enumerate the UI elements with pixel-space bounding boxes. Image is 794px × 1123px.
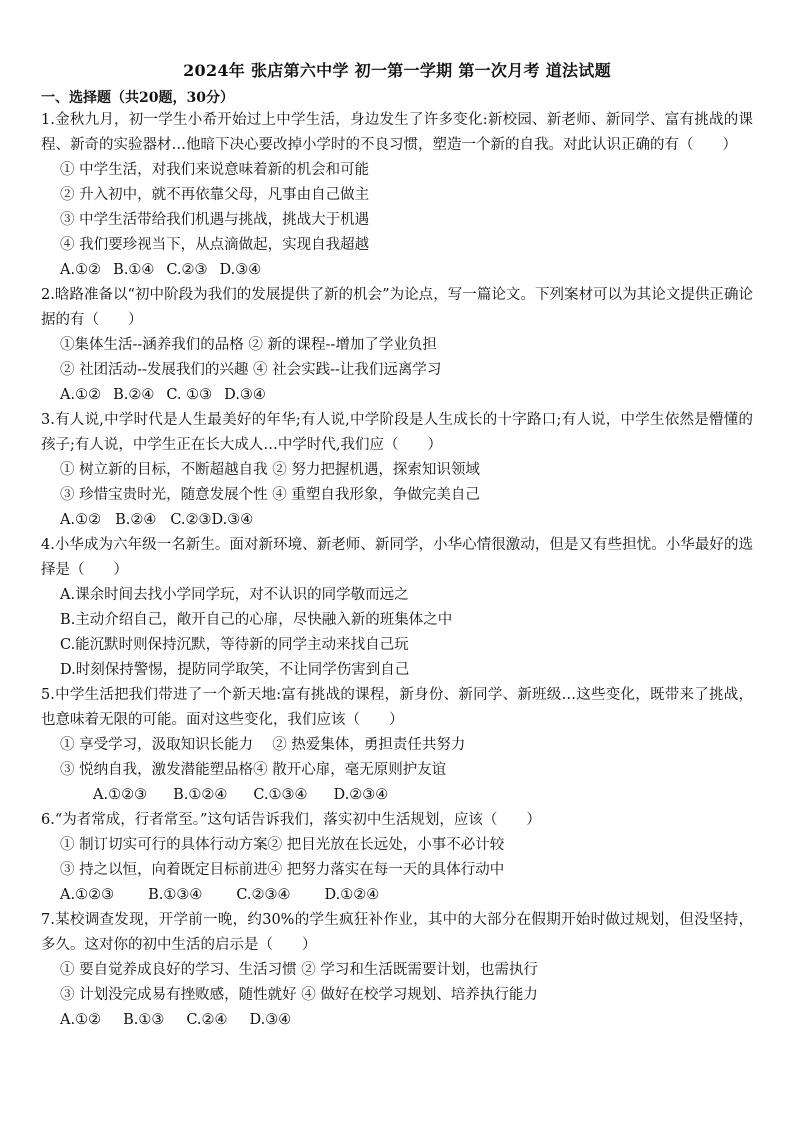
statement-option: ② 社团活动--发展我们的兴趣 ④ 社会实践--让我们远离学习 xyxy=(60,362,442,378)
choice-c: C.②③④ xyxy=(236,887,291,903)
question-5 xyxy=(41,683,753,808)
question-stem: 3.有人说,中学时代是人生最美好的年华;有人说,中学阶段是人生成长的十字路口;有人说，中学生依然是懵懂的孩子;有人说，中学生正在长大成人…中学时代,我们应（ ） xyxy=(41,412,753,453)
answer-option-d: D.时刻保持警惕，提防同学取笑，不让同学伤害到自己 xyxy=(60,662,410,678)
choice-b: B.①④ xyxy=(113,262,155,278)
question-7 xyxy=(41,908,753,1033)
question-6 xyxy=(41,808,753,908)
choice-a: A.①② xyxy=(60,387,102,403)
choice-b: B.①②④ xyxy=(173,787,228,803)
statement-option: ① 要自觉养成良好的学习、生活习惯 ② 学习和生活既需要计划，也需执行 xyxy=(60,962,538,978)
statement-option: ② 升入初中，就不再依靠父母，凡事由自己做主 xyxy=(60,187,370,203)
choice-d: D.③④ xyxy=(224,387,266,403)
choice-c: C.①③④ xyxy=(253,787,308,803)
answer-choices xyxy=(60,258,753,283)
question-list xyxy=(41,108,753,1033)
statement-option: ④ 我们要珍视当下，从点滴做起，实现自我超越 xyxy=(60,237,370,253)
choice-d: D.①②④ xyxy=(324,887,380,903)
question-3 xyxy=(41,408,753,533)
choice-a: A.①②③ xyxy=(93,787,148,803)
choice-d: D.③④ xyxy=(249,1012,292,1028)
choice-b: B.②④ xyxy=(115,512,157,528)
statement-option: ① 树立新的目标，不断超越自我 ② 努力把握机遇，探索知识领域 xyxy=(60,462,480,478)
answer-option-a: A.课余时间去找小学同学玩，对不认识的同学敬而远之 xyxy=(60,587,409,603)
statement-option: ③ 中学生活带给我们机遇与挑战，挑战大于机遇 xyxy=(60,212,370,228)
choice-d: D.③④ xyxy=(211,512,254,528)
statement-option: ①集体生活--涵养我们的品格 ② 新的课程--增加了学业负担 xyxy=(60,337,437,353)
choice-b: B.①③④ xyxy=(148,887,203,903)
choice-b: B.①③ xyxy=(123,1012,165,1028)
choice-d: D.②③④ xyxy=(333,787,389,803)
choice-c: C.②④ xyxy=(186,1012,228,1028)
answer-choices xyxy=(60,1008,753,1033)
statement-option: ③ 珍惜宝贵时光，随意发展个性 ④ 重塑自我形象，争做完美自己 xyxy=(60,487,480,503)
answer-choices xyxy=(60,508,753,533)
answer-choices xyxy=(60,883,753,908)
choice-c: C.②③ xyxy=(170,512,212,528)
question-4 xyxy=(41,533,753,683)
statement-option: ① 享受学习，汲取知识长能力 ② 热爱集体，勇担责任共努力 xyxy=(60,737,466,753)
statement-option: ③ 持之以恒，向着既定目标前进④ 把努力落实在每一天的具体行动中 xyxy=(60,862,505,878)
answer-option-c: C.能沉默时则保持沉默，等待新的同学主动来找自己玩 xyxy=(60,637,409,653)
question-1 xyxy=(41,108,753,283)
statement-option: ① 制订切实可行的具体行动方案② 把目光放在长远处，小事不必计较 xyxy=(60,837,505,853)
question-stem: 5.中学生活把我们带进了一个新天地:富有挑战的课程，新身份、新同学、新班级…这些变化，既带来了挑战，也意味着无限的可能。面对这些变化，我们应该（ ） xyxy=(41,687,753,728)
exam-title: 2024年 张店第六中学 初一第一学期 第一次月考 道法试题 xyxy=(183,61,611,80)
answer-choices xyxy=(60,383,753,408)
statement-option: ③ 计划没完成易有挫败感，随性就好 ④ 做好在校学习规划、培养执行能力 xyxy=(60,987,538,1003)
choice-d: D.③④ xyxy=(219,262,262,278)
answer-option-b: B.主动介绍自己，敞开自己的心扉，尽快融入新的班集体之中 xyxy=(60,612,453,628)
answer-choices xyxy=(93,783,753,808)
question-stem: 6.“为者常成，行者常至。”这句话告诉我们，落实初中生活规划，应该（ ） xyxy=(41,812,541,828)
choice-a: A.①② xyxy=(60,262,102,278)
question-stem: 2.晗路准备以“初中阶段为我们的发展提供了新的机会”为论点，写一篇论文。下列案材可以为其论文提供正确论据的有（ ） xyxy=(41,287,753,328)
choice-a: A.①②③ xyxy=(60,887,115,903)
choice-a: A.①② xyxy=(60,512,102,528)
choice-a: A.①② xyxy=(60,1012,102,1028)
choice-c: C.②③ xyxy=(166,262,208,278)
section-heading: 一、选择题（共20题，30分） xyxy=(41,90,234,106)
question-stem: 4.小华成为六年级一名新生。面对新环境、新老师、新同学，小华心情很激动，但是又有些担忧。小华最好的选择是（ ） xyxy=(41,537,753,578)
question-2 xyxy=(41,283,753,408)
choice-c: C. ①③ xyxy=(166,387,213,403)
question-stem: 7.某校调查发现，开学前一晚，约30%的学生疯狂补作业，其中的大部分在假期开始时做过规划，但没坚持，多久。这对你的初中生活的启示是（ ） xyxy=(41,912,753,953)
question-stem: 1.金秋九月，初一学生小希开始过上中学生活，身边发生了许多变化:新校园、新老师、新同学、富有挑战的课程、新奇的实验器材…他暗下决心要改掉小学时的不良习惯，塑造一个新的自我。对此认识正确的有（ ） xyxy=(41,112,753,153)
statement-option: ① 中学生活，对我们来说意味着新的机会和可能 xyxy=(60,162,370,178)
choice-b: B.②④ xyxy=(113,387,155,403)
statement-option: ③ 悦纳自我，激发潜能塑品格④ 散开心扉，毫无原则护友谊 xyxy=(60,762,447,778)
